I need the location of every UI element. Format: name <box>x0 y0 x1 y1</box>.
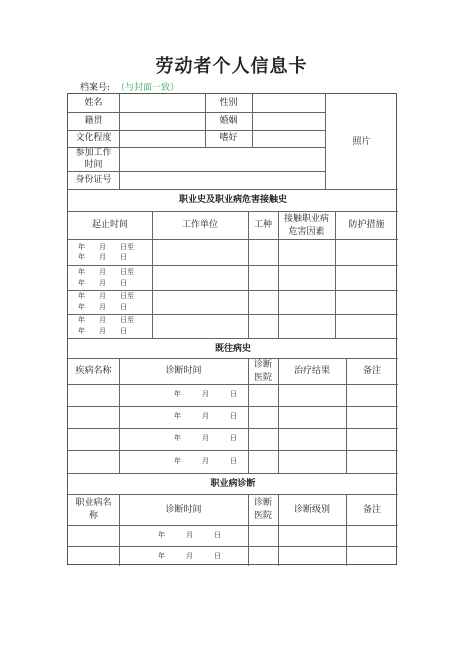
archive-note: （与封面一致） <box>116 83 180 93</box>
work-start-label-line1: 参加工作 <box>75 148 112 158</box>
history-date-row1: 年 月 日 <box>174 390 237 398</box>
col-period: 起止时间 <box>91 220 128 230</box>
col-hazard-line2: 危害因素 <box>288 227 325 237</box>
hobby-label: 嗜好 <box>219 133 238 143</box>
info-card-table <box>67 93 397 565</box>
occupation-history-header: 职业史及职业病危害接触史 <box>178 195 287 205</box>
marriage-label: 婚姻 <box>219 116 238 126</box>
diagnosis-header: 职业病诊断 <box>210 479 256 489</box>
photo-label: 照片 <box>352 137 371 147</box>
period-row2-start: 年 月 日至 <box>78 268 134 276</box>
col-job-type: 工种 <box>253 220 272 230</box>
col-occ-disease-line1: 职业病名 <box>75 498 112 508</box>
period-row3-end: 年 月 日 <box>78 303 127 311</box>
col-diag-hospital-line1: 诊断 <box>253 498 272 508</box>
name-label: 姓名 <box>84 98 103 108</box>
history-date-row3: 年 月 日 <box>174 434 237 442</box>
col-hospital-line1: 诊断 <box>253 360 272 370</box>
history-date-row4: 年 月 日 <box>174 457 237 465</box>
period-row4-end: 年 月 日 <box>78 327 127 335</box>
col-diagnosis-date: 诊断时间 <box>165 366 202 376</box>
col-treatment-result: 治疗结果 <box>293 366 330 376</box>
period-row2-end: 年 月 日 <box>78 279 127 287</box>
col-diag-remarks: 备注 <box>362 505 381 515</box>
diag-date-row2: 年 月 日 <box>158 552 221 560</box>
page-title: 劳动者个人信息卡 <box>155 56 308 77</box>
col-occ-disease-line2: 称 <box>88 511 98 521</box>
period-row1-start: 年 月 日至 <box>78 243 134 251</box>
id-number-label: 身份证号 <box>75 175 112 185</box>
col-work-unit: 工作单位 <box>181 220 218 230</box>
past-history-header: 既往病史 <box>214 344 251 354</box>
archive-label: 档案号: <box>80 83 111 93</box>
gender-label: 性别 <box>219 98 238 108</box>
col-diag-date: 诊断时间 <box>165 505 202 515</box>
col-diag-hospital-line2: 医院 <box>253 511 272 521</box>
period-row3-start: 年 月 日至 <box>78 292 134 300</box>
native-place-label: 籍贯 <box>84 116 103 126</box>
archive-number <box>80 80 179 93</box>
col-hazard-line1: 接触职业病 <box>283 214 329 224</box>
col-remarks: 备注 <box>362 366 381 376</box>
diag-date-row1: 年 月 日 <box>158 531 221 539</box>
period-row1-end: 年 月 日 <box>78 253 127 261</box>
col-hospital-line2: 医院 <box>253 373 272 383</box>
col-protection: 防护措施 <box>348 220 385 230</box>
col-diag-level: 诊断级别 <box>293 505 330 515</box>
work-start-label-line2: 时间 <box>84 160 103 170</box>
education-label: 文化程度 <box>75 133 112 143</box>
col-disease-name: 疾病名称 <box>75 366 112 376</box>
history-date-row2: 年 月 日 <box>174 412 237 420</box>
period-row4-start: 年 月 日至 <box>78 316 134 324</box>
